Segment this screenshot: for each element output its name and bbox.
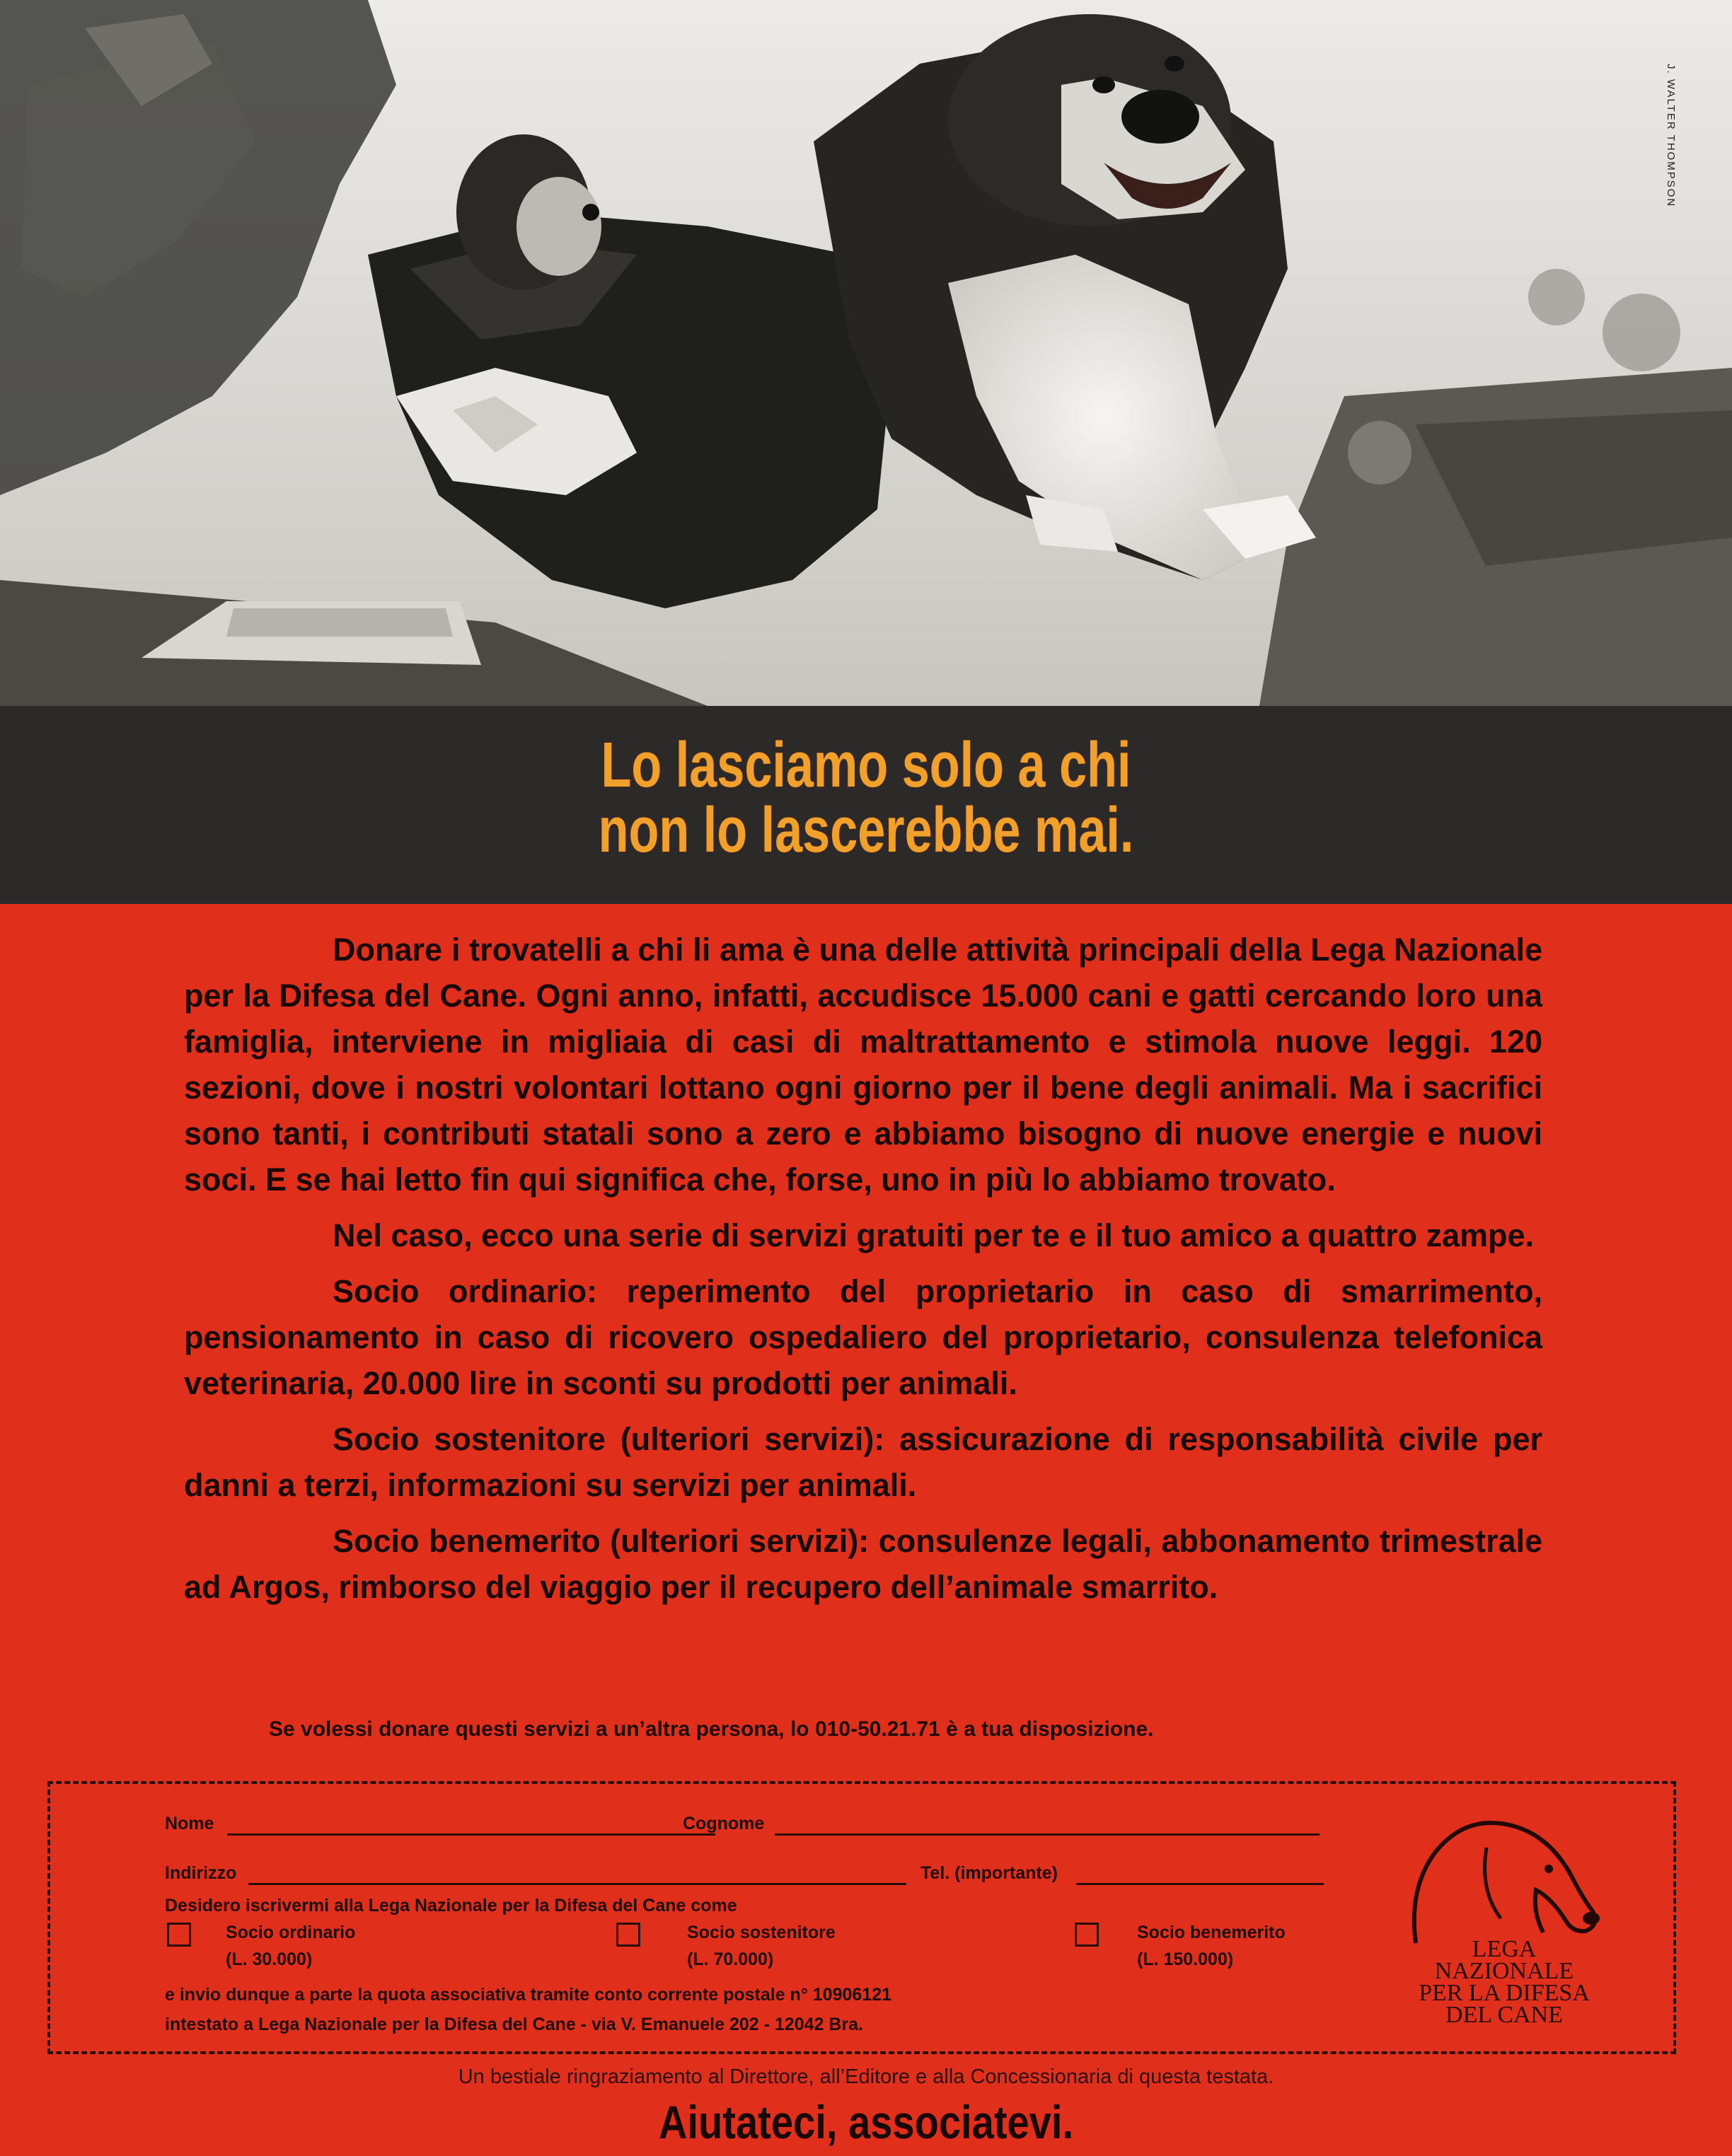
headline <box>190 730 1541 866</box>
cognome-label: Cognome <box>683 1814 765 1833</box>
paragraph-services: Nel caso, ecco una serie di servizi gratuiti per te e il tuo amico a quattro zampe. <box>333 1217 1535 1253</box>
indirizzo-label: Indirizzo <box>165 1863 237 1883</box>
indirizzo-field[interactable] <box>248 1883 906 1885</box>
headline-line-2: non lo lascerebbe mai. <box>598 795 1134 866</box>
photo-man-with-dog <box>0 0 1732 706</box>
option-label-sostenitore: Socio sostenitore <box>687 1923 836 1942</box>
cognome-field[interactable] <box>775 1833 1320 1836</box>
checkbox-socio-ordinario[interactable] <box>167 1923 191 1947</box>
gift-note: Se volessi donare questi servizi a un’altra persona, lo 010-50.21.71 è a tua disposizione. <box>269 1717 1154 1741</box>
option-label-ordinario: Socio ordinario <box>226 1923 356 1942</box>
lndc-logo <box>1366 1812 1642 2046</box>
dog-head-icon <box>1366 1812 1642 1947</box>
option-price-benemerito: (L. 150.000) <box>1137 1949 1234 1969</box>
checkbox-socio-benemerito[interactable] <box>1075 1923 1099 1947</box>
tel-field[interactable] <box>1076 1883 1324 1885</box>
body-copy <box>184 927 1542 1610</box>
paragraph-socio-sostenitore: Socio sostenitore (ulteriori servizi): assicurazione di responsabilità civile per danni a terzi, informazioni su servizi per animali. <box>184 1421 1542 1503</box>
slogan: Aiutateci, associatevi. <box>658 2096 1074 2148</box>
option-label-benemerito: Socio benemerito <box>1137 1923 1286 1942</box>
thanks-line: Un bestiale ringraziamento al Direttore, all’Editore e alla Concessionaria di questa testata. <box>458 2065 1274 2088</box>
payment-line-2: intestato a Lega Nazionale per la Difesa del Cane - via V. Emanuele 202 - 12042 Bra. <box>165 2015 863 2034</box>
tel-label: Tel. (importante) <box>920 1863 1058 1883</box>
hero-photo <box>0 0 1732 706</box>
lndc-logo-text: LEGA NAZIONALE PER LA DIFESA DEL CANE <box>1419 1936 1590 2028</box>
paragraph-socio-ordinario: Socio ordinario: reperimento del proprietario in caso di smarrimento, pensionamento in caso di ricovero ospedaliero del proprietario, consulenza telefonica veterinaria, 20.000 lire in sconti su prodotti per animali. <box>184 1273 1542 1401</box>
payment-line-1: e invio dunque a parte la quota associativa tramite conto corrente postale n° 10906121 <box>165 1985 892 2005</box>
membership-intro: Desidero iscrivermi alla Lega Nazionale per la Difesa del Cane come <box>165 1896 737 1916</box>
option-price-ordinario: (L. 30.000) <box>226 1949 313 1969</box>
membership-coupon <box>47 1781 1676 2054</box>
paragraph-intro: Donare i trovatelli a chi li ama è una delle attività principali della Lega Nazionale per la Difesa del Cane. Ogni anno, infatti, accudisce 15.000 cani e gatti cercando loro una famiglia, interviene in migliaia di casi di maltrattamento e stimola nuove leggi. 120 sezioni, dove i nostri volontari lottano ogni giorno per il bene degli animali. Ma i sacrifici sono tanti, i contributi statali sono a zero e abbiamo bisogno di nuove energie e nuovi soci. E se hai letto fin qui significa che, forse, uno in più lo abbiamo trovato. <box>184 932 1542 1198</box>
nome-label: Nome <box>165 1814 214 1833</box>
agency-credit: J. WALTER THOMPSON <box>1665 64 1677 208</box>
option-price-sostenitore: (L. 70.000) <box>687 1949 774 1969</box>
nome-field[interactable] <box>227 1833 715 1836</box>
headline-line-1: Lo lasciamo solo a chi <box>601 730 1131 801</box>
checkbox-socio-sostenitore[interactable] <box>616 1923 640 1947</box>
paragraph-socio-benemerito: Socio benemerito (ulteriori servizi): consulenze legali, abbonamento trimestrale ad Argos, rimborso del viaggio per il recupero dell’animale smarrito. <box>184 1523 1542 1605</box>
